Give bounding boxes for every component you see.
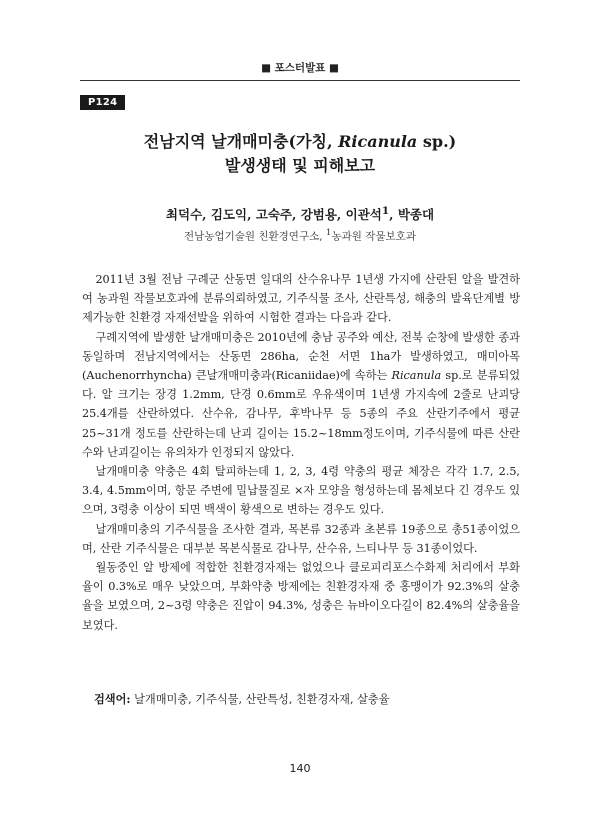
paragraph-5: 월동중인 알 방제에 적합한 친환경자재는 없었으나 클로피리포스수화제 처리에서 부화율이 0.3%로 매우 낮았으며, 부화약충 방제에는 친환경자재 중 홍맹이가 92.3%의 살충율을 보였으며, 2~3령 약충은 진압이 94.3%, 성충은 뉴바이오다길이 82.4%의 살충율을 보였다. (82, 561, 520, 632)
authors-last: , 박종대 (389, 207, 435, 223)
paragraph-2-post: sp.로 분류되었다. 알 크기는 장경 1.2mm, 단경 0.6mm로 우유색이며 1년생 가지속에 2줄로 난괴당 25.4개를 산란하였다. 산수유, 감나무, 후박나무 등 5종의 주요 산란기주에서 평균 25~31개 정도를 산란하는데 난괴 길이는 15.2~18mm정도이며, 기주식물에 따른 산란수와 난괴길이는 유의차가 인정되지 않았다. (82, 369, 520, 459)
header-rule (80, 80, 520, 81)
authors (80, 205, 520, 223)
paragraph-4: 날개매미충의 기주식물을 조사한 결과, 목본류 32종과 초본류 19종으로 총51종이었으며, 산란 기주식물은 대부분 목본식물로 감나무, 산수유, 느티나무 등 31종이었다. (82, 522, 520, 555)
title-line-1 (80, 130, 520, 154)
abstract-body (82, 270, 520, 635)
title-line1-pre: 전남지역 날개매미충(가칭, (143, 132, 339, 151)
affil-main: 전남농업기술원 친환경연구소, (184, 230, 326, 243)
title-line-2: 발생생태 및 피해보고 (224, 156, 376, 175)
affil-sup: 1 (325, 228, 332, 238)
affil-last: 농과원 작물보호과 (331, 230, 416, 243)
section-header: ■ 포스터발표 ■ (261, 62, 339, 74)
authors-sup: 1 (381, 205, 390, 217)
paper-title (80, 130, 520, 178)
paragraph-2-pre: 구례지역에 발생한 날개매미충은 2010년에 충남 공주와 예산, 전북 순창에 발생한 종과 동일하며 전남지역에서는 산동면 286ha, 순천 서면 1ha가 발생하였고, 매미아목(Auchenorrhyncha) 큰날개매미충과(Ricaniidae)에 속하는 (82, 330, 520, 383)
title-line1-italic: Ricanula (338, 132, 418, 151)
keywords-value: 날개매미충, 기주식물, 산란특성, 친환경자재, 살충율 (130, 693, 390, 706)
paper-id-badge: P124 (80, 95, 125, 110)
page-number: 140 (289, 762, 311, 775)
paragraph-2-italic: Ricanula (391, 369, 442, 383)
paragraph-2 (82, 328, 520, 462)
authors-main: 최덕수, 김도익, 고숙주, 강범용, 이관석 (165, 207, 382, 223)
keywords (94, 691, 520, 707)
paragraph-3: 날개매미충 약충은 4회 탈피하는데 1, 2, 3, 4령 약충의 평균 체장은 각각 1.7, 2.5, 3.4, 4.5mm이며, 항문 주변에 밀납물질로 ×자 모양을 형성하는데 몸체보다 긴 경우도 있으며, 3령충 이상이 되면 백색이 황색으로 변하는 경우도 있다. (82, 465, 520, 517)
keywords-label: 검색어: (94, 692, 131, 706)
affiliations (80, 228, 520, 244)
title-line1-post: sp.) (417, 132, 457, 151)
paragraph-1: 2011년 3월 전남 구례군 산동면 일대의 산수유나무 1년생 가지에 산란된 알을 발견하여 농과원 작물보호과에 분류의뢰하였고, 기주식물 조사, 산란특성, 해충의 발육단계별 방제가능한 친환경 자재선발을 위하여 시험한 결과는 다음과 같다. (82, 273, 520, 325)
